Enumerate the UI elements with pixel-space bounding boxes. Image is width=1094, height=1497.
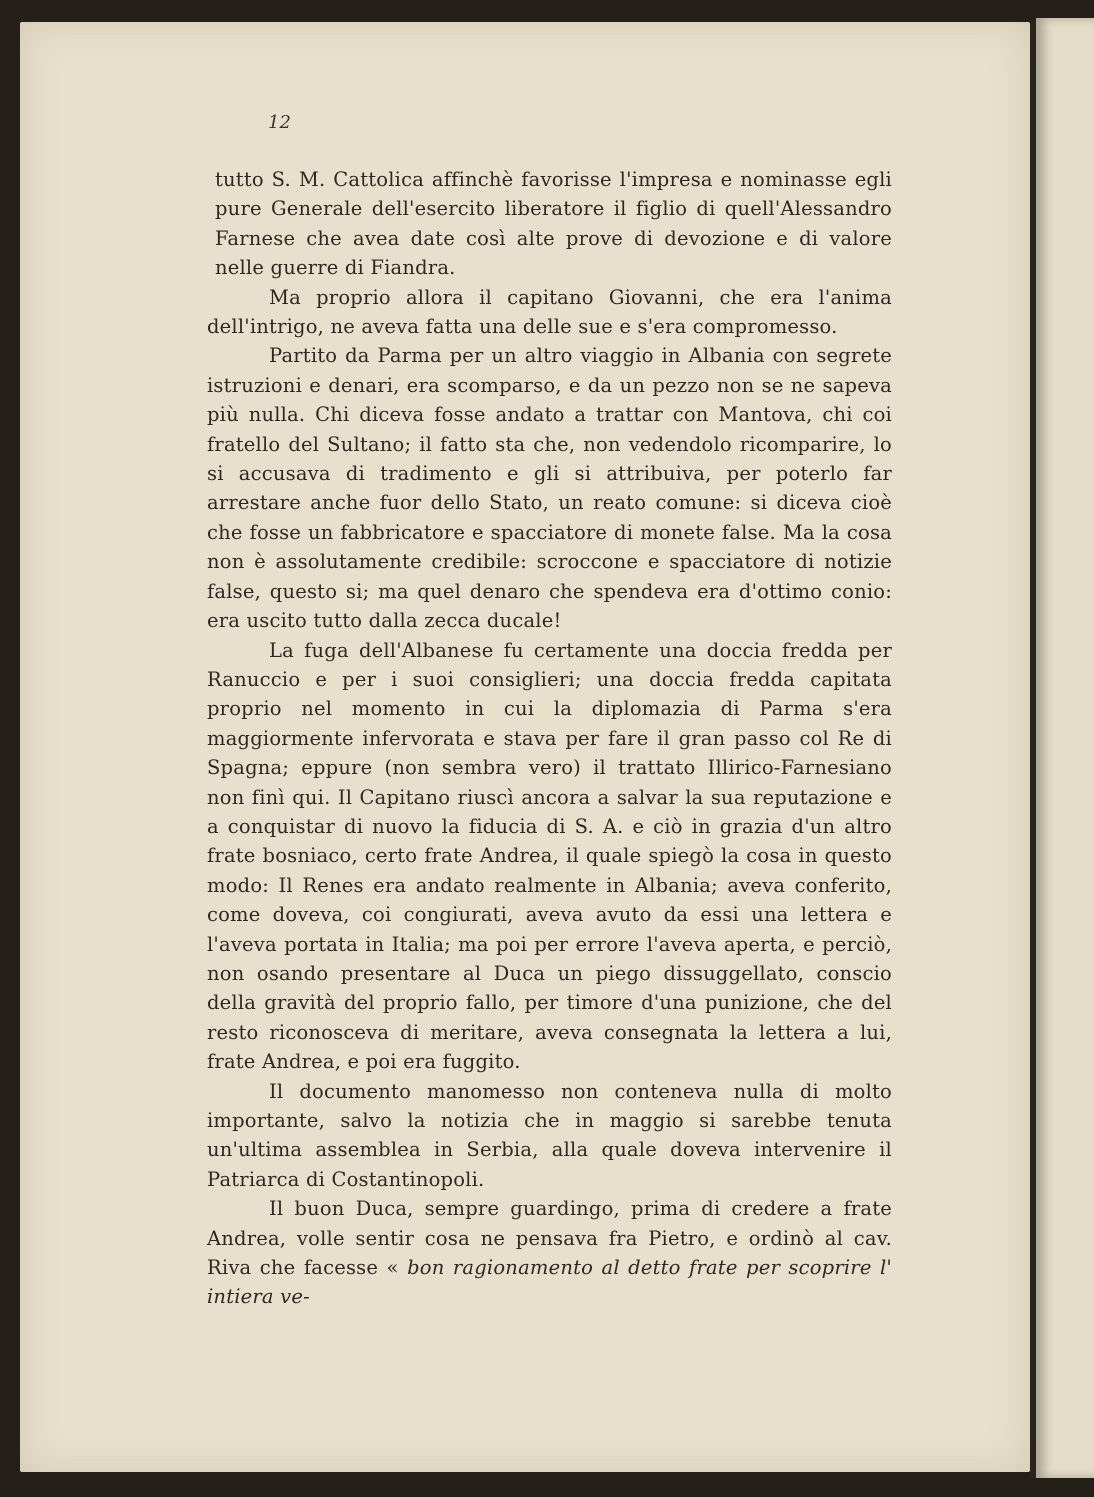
paragraph-3: Partito da Parma per un altro viaggio in Albania con segrete istruzioni e denari, era scomparso, e da un pezzo non se ne sapeva più nulla. Chi diceva fosse andato a trattar con Mantova, chi coi fratello del Sultano; il fatto sta che, non vedendolo ricomparire, lo si accusava di tradimento e gli si attribuiva, per poterlo far arrestare anche fuor dello Stato, un reato comune: si diceva cioè che fosse un fabbricatore e spacciatore di monete false. Ma la cosa non è assolutamente credibile: scroccone e spacciatore di notizie false, questo si; ma quel denaro che spendeva era d'ottimo conio: era uscito tutto dalla zecca ducale! [207,344,892,633]
facing-page-edge [1036,18,1094,1478]
page-number: 12 [268,112,291,133]
body-text [207,165,892,1312]
paragraph-1: tutto S. M. Cattolica affinchè favorisse l'impresa e nominasse egli pure Generale dell'esercito liberatore il figlio di quell'Alessandro Farnese che avea date così alte prove di devozione e di valore nelle guerre di Fiandra. [215,168,892,280]
paragraph-6-text: Il buon Duca, sempre guardingo, prima di credere a frate Andrea, volle sentir cosa ne pensava fra Pietro, e ordinò al cav. Riva che facesse « [207,1197,892,1280]
paragraph-6 [207,1194,892,1312]
paragraph-5: Il documento manomesso non conteneva nulla di molto importante, salvo la notizia che in maggio si sarebbe tenuta un'ultima assemblea in Serbia, alla quale doveva intervenire il Patriarca di Costantinopoli. [207,1079,892,1191]
paragraph-6-italic-quote: bon ragionamento al detto frate per scoprire l' intiera ve- [207,1256,892,1309]
paragraph-2: Ma proprio allora il capitano Giovanni, che era l'anima dell'intrigo, ne aveva fatta una delle sue e s'era compromesso. [207,285,892,339]
paragraph-4: La fuga dell'Albanese fu certamente una doccia fredda per Ranuccio e per i suoi consiglieri; una doccia fredda capitata proprio nel momento in cui la diplomazia di Parma s'era maggiormente infervorata e stava per fare il gran passo col Re di Spagna; eppure (non sembra vero) il trattato Illirico-Farnesiano non finì qui. Il Capitano riuscì ancora a salvar la sua reputazione e a conquistar di nuovo la fiducia di S. A. e ciò in grazia d'un altro frate bosniaco, certo frate Andrea, il quale spiegò la cosa in questo modo: Il Renes era andato realmente in Albania; aveva conferito, come doveva, coi congiurati, aveva avuto da essi una lettera e l'aveva portata in Italia; ma poi per errore l'aveva aperta, e perciò, non osando presentare al Duca un piego dissuggellato, conscio della gravità del proprio fallo, per timore d'una punizione, che del resto riconosceva di meritare, aveva consegnata la lettera a lui, frate Andrea, e poi era fuggito. [207,638,892,1074]
